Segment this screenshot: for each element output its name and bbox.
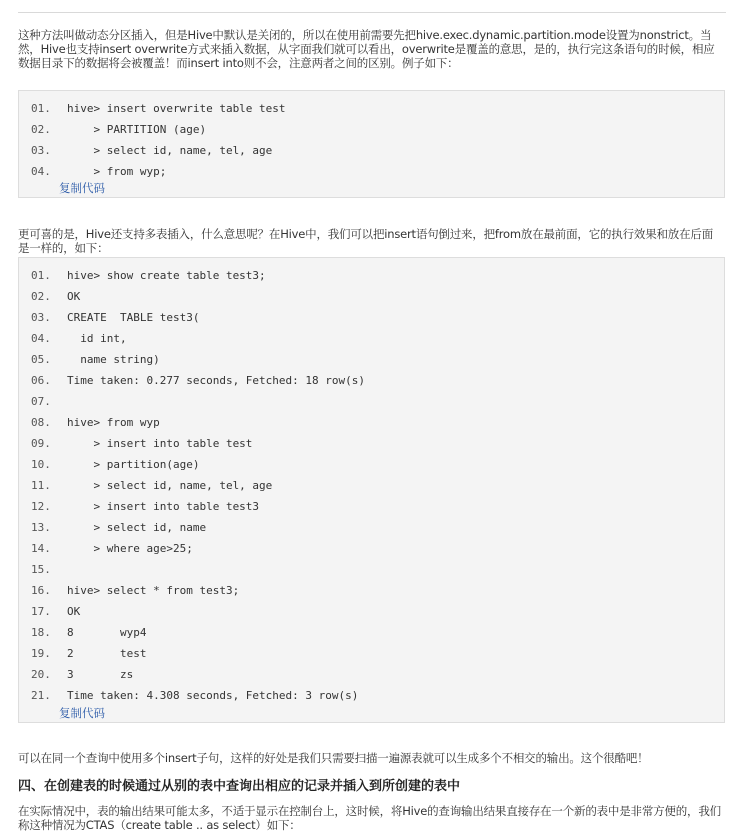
middle-paragraph: 更可喜的是，Hive还支持多表插入，什么意思呢？在Hive中，我们可以把insert语句倒过来，把from放在最前面，它的执行效果和放在后面是一样的，如下：	[18, 227, 713, 255]
code-line	[19, 433, 724, 454]
line-number: 13.	[31, 521, 51, 534]
line-number: 17.	[31, 605, 51, 618]
section-paragraph: 在实际情况中，表的输出结果可能太多，不适于显示在控制台上，这时候，将Hive的查询输出结果直接存在一个新的表中是非常方便的，我们称这种情况为CTAS（create table .. as select）如下：	[18, 804, 721, 832]
code-line	[19, 580, 724, 601]
code-line	[19, 475, 724, 496]
section-heading: 四、在创建表的时候通过从别的表中查询出相应的记录并插入到所创建的表中	[18, 779, 461, 794]
copy-code-link[interactable]: 复制代码	[59, 181, 105, 195]
code-line	[19, 307, 724, 328]
line-number: 07.	[31, 395, 51, 408]
code-line	[19, 664, 724, 685]
line-number: 03.	[31, 311, 51, 324]
code-text: hive> show create table test3;	[67, 269, 266, 282]
line-number: 03.	[31, 144, 51, 157]
code-line	[19, 391, 724, 412]
code-text: > insert into table test	[67, 437, 253, 450]
line-number: 04.	[31, 165, 51, 178]
code-text: OK	[67, 290, 81, 303]
code-text: > from wyp;	[67, 165, 167, 178]
code-line	[19, 349, 724, 370]
code-line	[19, 538, 724, 559]
code-text: > where age>25;	[67, 542, 193, 555]
line-number: 02.	[31, 290, 51, 303]
line-number: 21.	[31, 689, 51, 702]
code-text: 2 test	[67, 647, 147, 660]
line-number: 19.	[31, 647, 51, 660]
line-number: 06.	[31, 374, 51, 387]
intro-paragraph: 这种方法叫做动态分区插入，但是Hive中默认是关闭的，所以在使用前需要先把hive.exec.dynamic.partition.mode设置为nonstrict。当然，Hive也支持insert overwrite方式来插入数据，从字面我们就可以看出，overwrite是覆盖的意思，是的，执行完这条语句的时候，相应数据目录下的数据将会被覆盖！而insert into则不会，注意两者之间的区别。例子如下：	[18, 28, 715, 70]
code-line	[19, 328, 724, 349]
code-line	[19, 454, 724, 475]
code-line	[19, 286, 724, 307]
code-text: OK	[67, 605, 81, 618]
code-line	[19, 370, 724, 391]
code-line	[19, 265, 724, 286]
code-line	[19, 140, 724, 161]
code-line	[19, 643, 724, 664]
line-number: 01.	[31, 269, 51, 282]
line-number: 16.	[31, 584, 51, 597]
code-text: 8 wyp4	[67, 626, 147, 639]
divider	[18, 12, 726, 13]
code-text: > PARTITION (age)	[67, 123, 207, 136]
code-text: > partition(age)	[67, 458, 200, 471]
line-number: 20.	[31, 668, 51, 681]
code-text: Time taken: 4.308 seconds, Fetched: 3 row(s)	[67, 689, 359, 702]
code-line	[19, 119, 724, 140]
line-number: 05.	[31, 353, 51, 366]
line-number: 04.	[31, 332, 51, 345]
code-line	[19, 622, 724, 643]
line-number: 09.	[31, 437, 51, 450]
line-number: 08.	[31, 416, 51, 429]
code-text: name string)	[67, 353, 160, 366]
code-block-2	[18, 257, 725, 723]
code-line	[19, 559, 724, 580]
line-number: 11.	[31, 479, 51, 492]
code-text: 3 zs	[67, 668, 134, 681]
line-number: 10.	[31, 458, 51, 471]
line-number: 14.	[31, 542, 51, 555]
after-paragraph: 可以在同一个查询中使用多个insert子句，这样的好处是我们只需要扫描一遍源表就可以生成多个不相交的输出。这个很酷吧！	[18, 751, 649, 765]
code-text: > select id, name, tel, age	[67, 144, 273, 157]
line-number: 02.	[31, 123, 51, 136]
code-line	[19, 601, 724, 622]
line-number: 18.	[31, 626, 51, 639]
code-text: CREATE TABLE test3(	[67, 311, 200, 324]
code-text: hive> from wyp	[67, 416, 160, 429]
line-number: 01.	[31, 102, 51, 115]
code-text: id int,	[67, 332, 127, 345]
code-line	[19, 517, 724, 538]
copy-code-link[interactable]: 复制代码	[59, 706, 105, 720]
code-text: hive> insert overwrite table test	[67, 102, 286, 115]
code-text: > select id, name, tel, age	[67, 479, 273, 492]
code-text: Time taken: 0.277 seconds, Fetched: 18 row(s)	[67, 374, 366, 387]
code-text: hive> select * from test3;	[67, 584, 240, 597]
code-text: > select id, name	[67, 521, 207, 534]
code-line	[19, 496, 724, 517]
line-number: 12.	[31, 500, 51, 513]
code-line	[19, 98, 724, 119]
code-text: > insert into table test3	[67, 500, 260, 513]
code-line	[19, 161, 724, 182]
code-line	[19, 685, 724, 706]
code-line	[19, 412, 724, 433]
line-number: 15.	[31, 563, 51, 576]
code-block-1	[18, 90, 725, 198]
